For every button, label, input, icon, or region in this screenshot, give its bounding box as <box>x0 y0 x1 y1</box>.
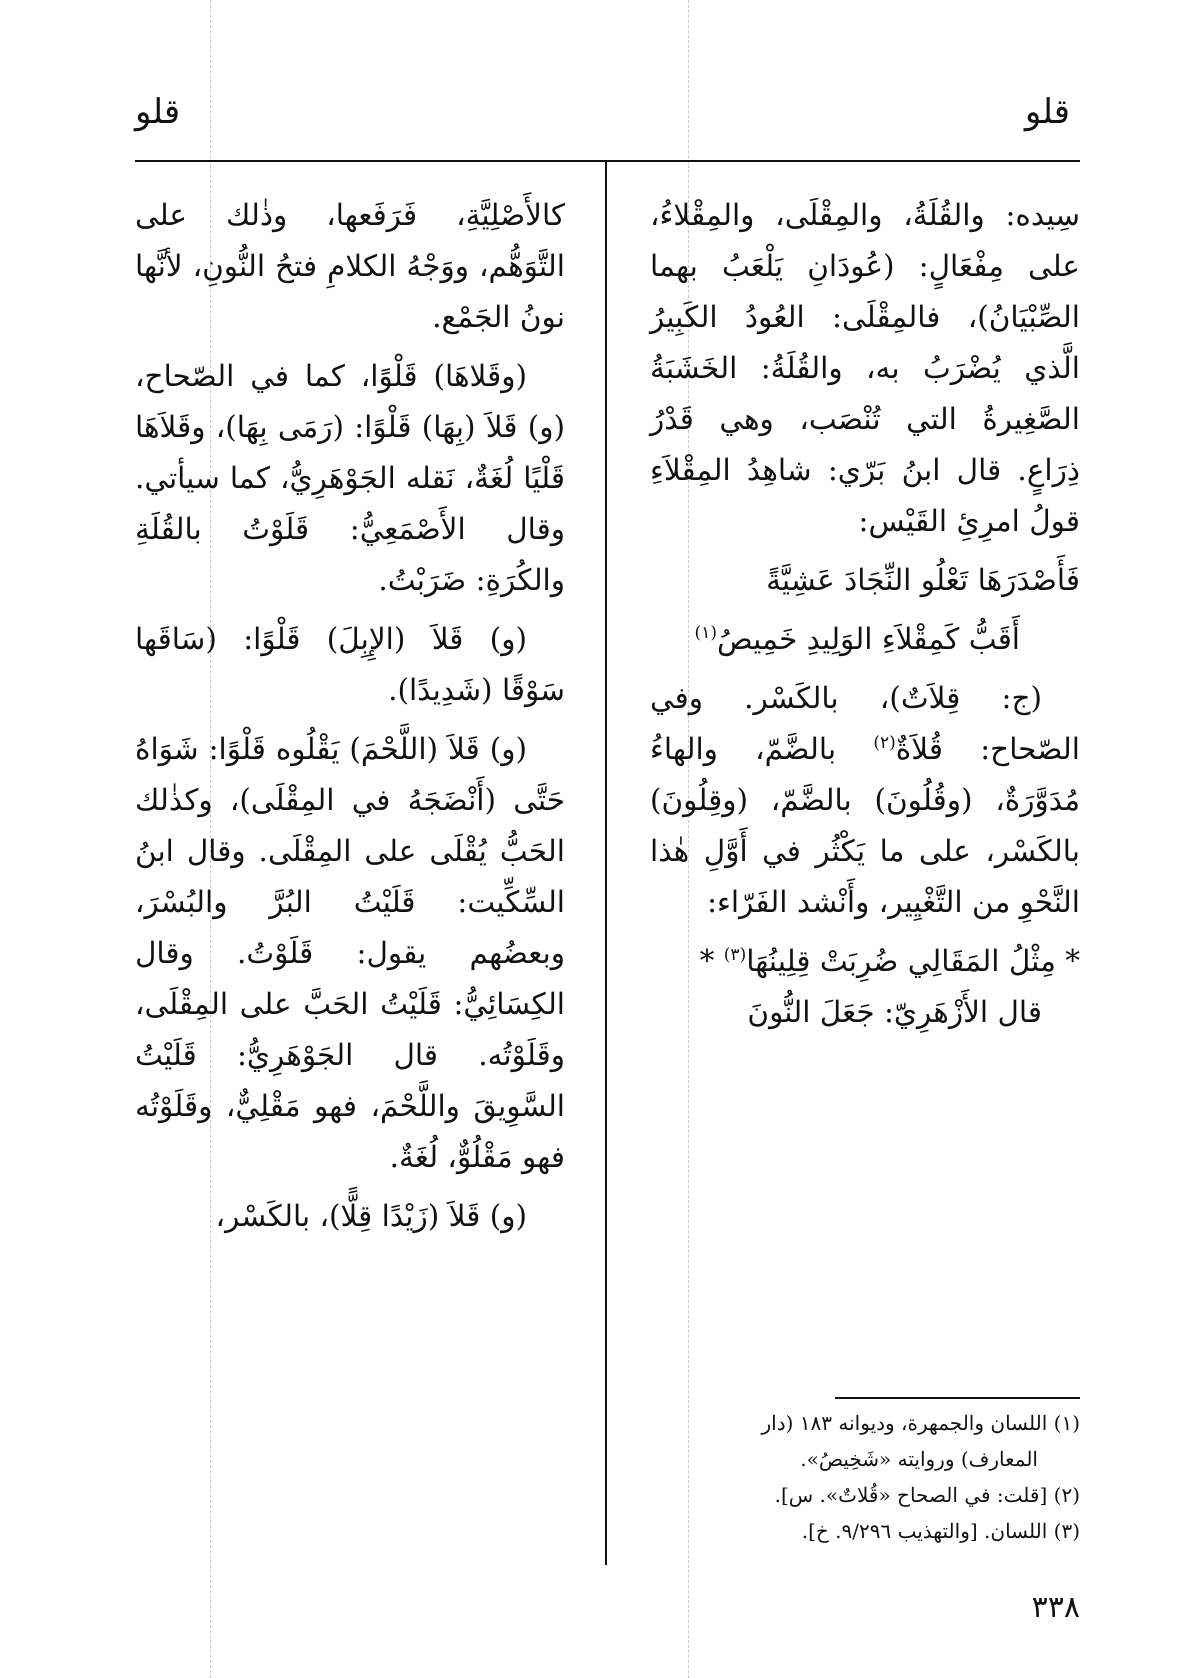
star-verse-end: * <box>699 944 724 978</box>
verse-line-2-text: أَقَبُّ كَمِقْلاَءِ الوَلِيدِ خَمِيصُ <box>716 622 1020 656</box>
verse-line-2 <box>650 614 1080 665</box>
left-paragraph-1: كالأَصْلِيَّةِ، فَرَفَعها، وذٰلك على التَّوَهُّم، ووَجْهُ الكلامِ فتحُ النُّونِ، لأنَّها نونُ الجَمْع. <box>135 198 565 334</box>
left-paragraph-5: (و) قَلاَ (زَيْدًا قِلًّا)، بالكَسْر، <box>215 1199 527 1233</box>
star-verse-text: * مِثْلُ المَقَالِي ضُرِبَتْ قِلِينُهَا <box>746 944 1080 978</box>
footnote-1-line-1: (١) اللسان والجمهرة، وديوانه ١٨٣ (دار <box>761 1411 1080 1435</box>
star-verse <box>650 936 1080 987</box>
footnote-1-line-2: المعارف) وروايته «شَخِيصُ». <box>800 1447 1038 1471</box>
verse-line-1: فَأَصْدَرَهَا تَعْلُو النِّجَادَ عَشِيَّةً <box>766 563 1080 597</box>
left-paragraph-3: (و) قَلاَ (الإِبِلَ) قَلْوًا: (سَاقَها سَوْقًا (شَدِيدًا). <box>135 622 565 707</box>
footnote-marker-3: (٣) <box>723 945 747 966</box>
column-divider <box>605 160 607 1565</box>
footnote-rule <box>835 1397 1080 1399</box>
left-column <box>135 190 565 1250</box>
footnote-marker-2: (٢) <box>873 733 896 754</box>
left-paragraph-2: (وقَلاهَا) قَلْوًا، كما في الصّحاح، (و) قَلاَ (بِهَا) قَلْوًا: (رَمَى بِهَا)، وقَلاَهَا قَلْيًا لُغَةٌ، نَقله الجَوْهَرِيُّ، كما سيأتي. وقال الأَصْمَعِيُّ: قَلَوْتُ بالقُلَةِ والكُرَةِ: ضَرَبْتُ. <box>135 359 565 597</box>
page-number: ٣٣٨ <box>1031 1590 1080 1625</box>
right-paragraph-3: قال الأَزْهَرِيّ: جَعَلَ النُّونَ <box>747 995 1042 1029</box>
footnote-marker-1: (١) <box>694 623 717 644</box>
header-rule <box>135 160 1080 162</box>
left-paragraph-4: (و) قَلاَ (اللَّحْمَ) يَقْلُوه قَلْوًا: شَوَاهُ حَتَّى (أَنْضَجَهُ في المِقْلَى)، وكذٰلك الحَبُّ يُقْلَى على المِقْلَى. وقال ابنُ السِّكِّيت: قَلَيْتُ البُرَّ والبُسْرَ، وبعضُهم يقول: قَلَوْتُ. وقال الكِسَائِيُّ: قَلَيْتُ الحَبَّ على المِقْلَى، وقَلَوْتُه. قال الجَوْهَرِيُّ: قَلَيْتُ السَّوِيقَ واللَّحْمَ، فهو مَقْلِيٌّ، وقَلَوْتُه فهو مَقْلُوٌّ، لُغَةٌ. <box>135 732 565 1174</box>
right-paragraph-2-part-b: بالضَّمّ، والهاءُ مُدَوَّرَةٌ، (وقُلُونَ) بالضَّمّ، (وقِلُونَ) بالكَسْر، على ما يَكْثُر في أَوَّلِ هٰذا النَّحْوِ من التَّغْيِير، وأَنْشد الفَرّاء: <box>650 732 1080 919</box>
right-paragraph-2-part-a: (ج: قِلاَتٌ)، بالكَسْر. وفي الصّحاح: قُلاَةٌ <box>650 681 1080 766</box>
footnote-2: (٢) [قلت: في الصحاح «قُلاتٌ». س]. <box>774 1483 1080 1507</box>
right-paragraph-1: سِيده: والقُلَةُ، والمِقْلَى، والمِقْلاءُ، على مِفْعَالٍ: (عُودَانِ يَلْعَبُ بهما الصِّبْيَانُ)، فالمِقْلَى: العُودُ الكَبِيرُ الَّذي يُضْرَبُ به، والقُلَةُ: الخَشَبَةُ الصَّغِيرةُ التي تُنْصَب، وهي قَدْرُ ذِرَاعٍ. قال ابنُ بَرّي: شاهِدُ المِقْلاَءِ قولُ امرِئِ القَيْس: <box>650 198 1080 538</box>
right-paragraph-2 <box>650 673 1080 928</box>
header-root-word-left: قلو <box>135 92 181 132</box>
header-root-word-right: قلو <box>1024 92 1070 132</box>
footnotes <box>650 1405 1080 1549</box>
footnote-3: (٣) اللسان. [والتهذيب ٩/٢٩٦. خ]. <box>801 1519 1080 1543</box>
right-column <box>650 190 1080 1046</box>
